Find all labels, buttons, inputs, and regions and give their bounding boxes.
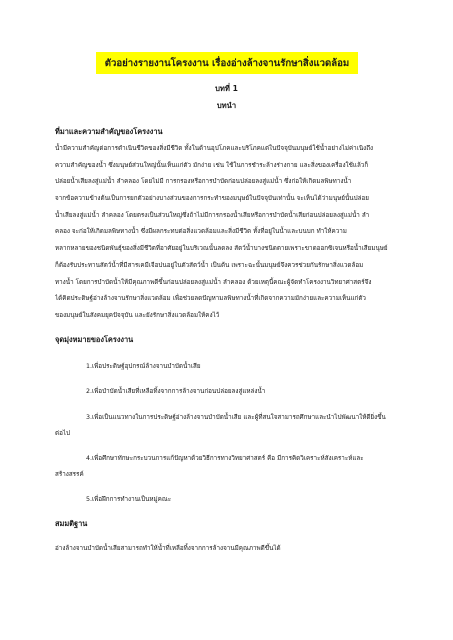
document-title xyxy=(96,52,358,74)
background-paragraph xyxy=(55,141,400,325)
chapter-title: บทนำ xyxy=(216,101,237,110)
objective-item: 3.เพื่อเป็นแนวทางในการประดิษฐ์อ่างล้างจานบำบัดน้ำเสีย และผู้ที่สนใจสามารถศึกษาและนำไปพัฒนาให้ดียิ่งขึ้น xyxy=(86,414,386,421)
objective-item: 4.เพื่อศึกษาทักษะกระบวนการแก้ปัญหาด้วยวิธีการทางวิทยาศาสตร์ คือ มีการคิดวิเคราะห์สังเคราะห์และ xyxy=(86,455,364,462)
objective-item: 5.เพื่อฝึกการทำงานเป็นหมู่คณะ xyxy=(86,496,172,503)
paragraph-line: ได้คิดประดิษฐ์อ่างล้างจานรักษาสิ่งแวดล้อม เพื่อช่วยลดปัญหามลพิษทางน้ำที่เกิดจากความมักง่ายและความเห็นแก่ตัว xyxy=(55,295,366,303)
objective-item: 1.เพื่อประดิษฐ์อุปกรณ์ล้างจานบำบัดน้ำเสีย xyxy=(86,363,201,370)
background-heading: ที่มาและความสำคัญของโครงงาน xyxy=(55,127,163,136)
paragraph-line: ความสำคัญของน้ำ ซึ่งมนุษย์ส่วนใหญ่นั้นเห็นแก่ตัว มักง่าย เช่น ใช้ในการชำระล้างร่างกาย และสิ่งของเครื่องใช้แล้วก็ xyxy=(55,161,369,169)
paragraph-line: หลากหลายของชนิดพันธุ์ของสิ่งมีชีวิตที่อาศัยอยู่ในบริเวณนั้นลดลง สัตว์น้ำบางชนิดตายเพราะขาดออกซิเจนหรือน้ำเสียมนุษย์ xyxy=(55,245,388,253)
objective-item-continuation: ต่อไป xyxy=(55,430,71,437)
paragraph-line: ก็ต้องรับประทานสัตว์น้ำที่มีสารเคมีเจือปนอยู่ในตัวสัตว์น้ำ เป็นต้น เพราะฉะนั้นมนุษย์จึงควรช่วยกันรักษาสิ่งแวดล้อม xyxy=(55,261,364,269)
chapter-number: บทที่ 1 xyxy=(215,84,238,93)
objective-item-continuation: สร้างสรรค์ xyxy=(55,471,84,478)
paragraph-line: น้ำเสียลงสู่แม่น้ำ ลำคลอง โดยตรงเป็นส่วนใหญ่ซึ่งถ้าไม่มีการกรองน้ำเสียหรือการบำบัดน้ำเสียก่อนปล่อยลงสู่แม่น้ำ ลำ xyxy=(55,211,370,219)
paragraph-line: น้ำมีความสำคัญต่อการดำเนินชีวิตของสิ่งมีชีวิต ทั้งในด้านอุปโภคและบริโภคแต่ในปัจจุบันมนุษย์ใช้น้ำอย่างไม่ค่าเนิงถึง xyxy=(55,145,374,152)
paragraph-line: ของมนุษย์ในสังคมยุคปัจจุบัน และยังรักษาสิ่งแวดล้อมให้คงไว้ xyxy=(55,311,220,319)
document-title-text: ตัวอย่างรายงานโครงงาน เรื่องอ่างล้างจานรักษาสิ่งแวดล้อม xyxy=(104,57,350,69)
paragraph-line: ปล่อยน้ำเสียลงสู่แม่น้ำ ลำคลอง โดยไม่มี การกรองหรือการบำบัดก่อนปล่อยลงสู่แม่น้ำ ซึ่งก่อให้เกิดมลพิษทางน้ำ xyxy=(55,178,352,186)
objectives-heading: จุดมุ่งหมายของโครงงาน xyxy=(55,335,134,344)
hypothesis-text: อ่างล้างจานบำบัดน้ำเสียสามารถทำให้น้ำที่เหลือทิ้งจากการล้างจานมีคุณภาพดีขึ้นได้ xyxy=(55,545,281,552)
paragraph-line: จากข้อความข้างต้นเป็นการยกตัวอย่างบางส่วนของการกระทำของมนุษย์ในปัจจุบันเท่านั้น จะเห็นได้ว่ามนุษย์นั้นปล่อย xyxy=(55,195,369,203)
hypothesis-heading: สมมติฐาน xyxy=(55,519,88,528)
paragraph-line: ทางน้ำ โดยการบำบัดน้ำให้มีคุณภาพดีขึ้นก่อนปล่อยลงสู่แม่น้ำ ลำคลอง ด้วยเหตุนี้คณะผู้จัดทำโครงงานวิทยาศาสตร์จึง xyxy=(55,278,372,286)
paragraph-line: คลอง จะก่อให้เกิดมลพิษทางน้ำ ซึ่งมีผลกระทบต่อสิ่งแวดล้อมและสิ่งมีชีวิต ทั้งที่อยู่ในน้ำและบนบก ทำให้ความ xyxy=(55,228,347,236)
objective-item: 2.เพื่อบำบัดน้ำเสียที่เหลือทิ้งจากการล้างจานก่อนปล่อยลงสู่แหล่งน้ำ xyxy=(86,388,266,395)
